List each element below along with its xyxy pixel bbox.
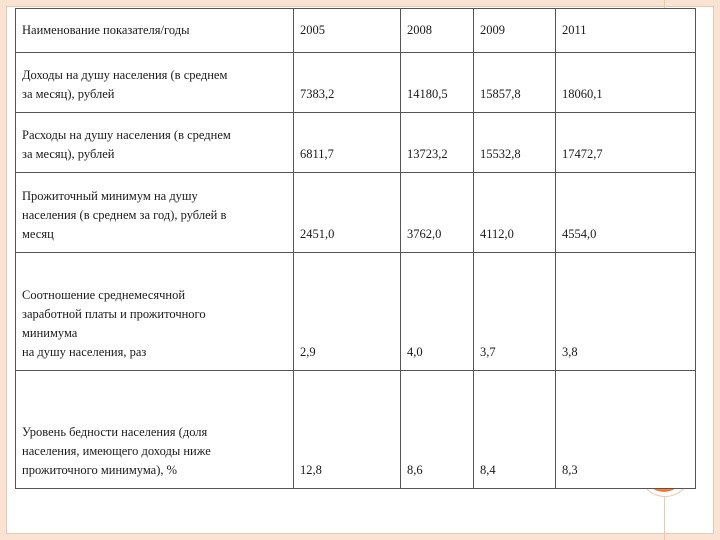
cell-value: 7383,2 [294, 53, 401, 113]
row-label: Уровень бедности населения (доля населения, имеющего доходы ниже прожиточного минимума), % [16, 371, 294, 489]
row-label: Расходы на душу населения (в среднем за месяц), рублей [16, 113, 294, 173]
header-year-2005: 2005 [294, 9, 401, 53]
cell-value: 4,0 [401, 253, 474, 371]
cell-value: 2,9 [294, 253, 401, 371]
cell-value: 3,8 [556, 253, 696, 371]
cell-value: 15857,8 [474, 53, 556, 113]
cell-value: 3,7 [474, 253, 556, 371]
header-year-2011: 2011 [556, 9, 696, 53]
cell-value: 18060,1 [556, 53, 696, 113]
indicators-table [15, 8, 696, 489]
table-row [16, 53, 696, 113]
cell-value: 4112,0 [474, 173, 556, 253]
cell-value: 15532,8 [474, 113, 556, 173]
header-year-2009: 2009 [474, 9, 556, 53]
cell-value: 14180,5 [401, 53, 474, 113]
header-year-2008: 2008 [401, 9, 474, 53]
header-indicator: Наименование показателя/годы [16, 9, 294, 53]
table-row [16, 253, 696, 371]
row-label: Соотношение среднемесячной заработной платы и прожиточного минимума на душу населения, раз [16, 253, 294, 371]
table-row [16, 371, 696, 489]
cell-value: 13723,2 [401, 113, 474, 173]
row-label: Прожиточный минимум на душу населения (в среднем за год), рублей в месяц [16, 173, 294, 253]
cell-value: 6811,7 [294, 113, 401, 173]
table-row [16, 173, 696, 253]
table-header-row [16, 9, 696, 53]
cell-value: 17472,7 [556, 113, 696, 173]
cell-value: 8,3 [556, 371, 696, 489]
cell-value: 2451,0 [294, 173, 401, 253]
cell-value: 4554,0 [556, 173, 696, 253]
cell-value: 8,4 [474, 371, 556, 489]
table-row [16, 113, 696, 173]
row-label: Доходы на душу населения (в среднем за месяц), рублей [16, 53, 294, 113]
cell-value: 3762,0 [401, 173, 474, 253]
cell-value: 8,6 [401, 371, 474, 489]
cell-value: 12,8 [294, 371, 401, 489]
